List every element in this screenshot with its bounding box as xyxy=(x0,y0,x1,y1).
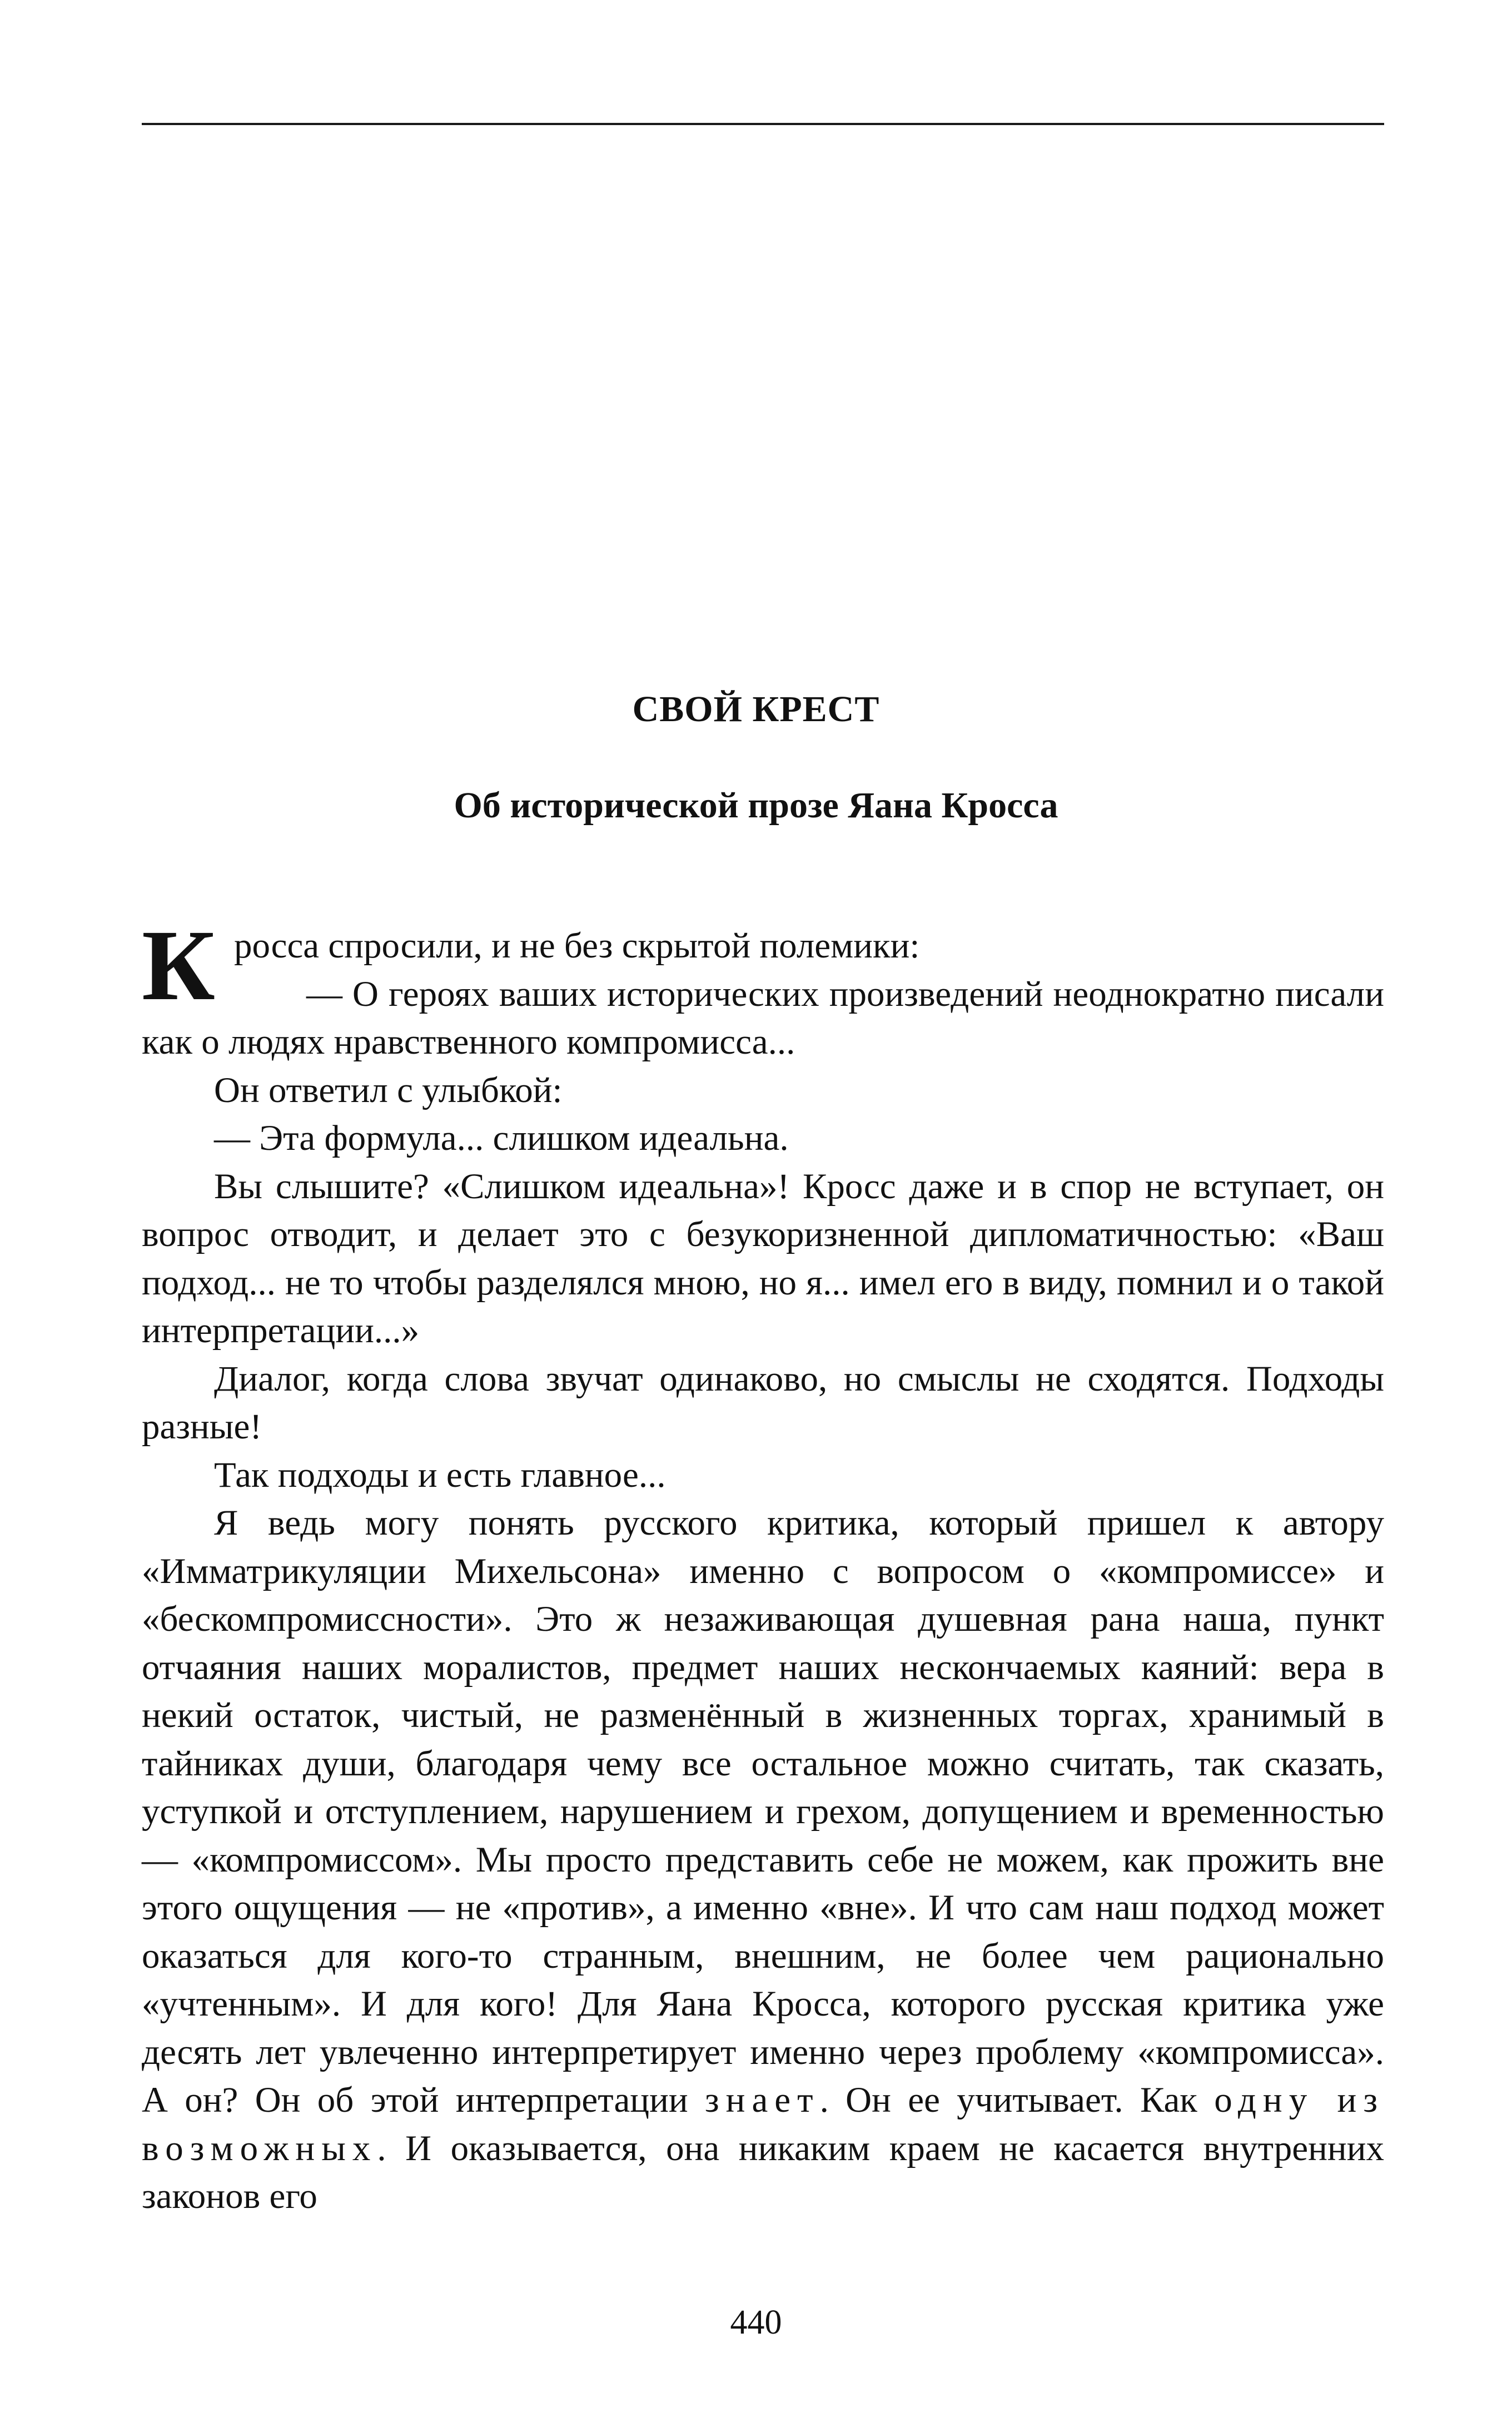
paragraph-1-text: россa спросили, и не без скрытой полемики: xyxy=(233,926,920,966)
drop-cap: К xyxy=(142,910,215,1021)
paragraph-2: — О героях ваших исторических произведений неоднократно писали как о людях нравственного компромисса... xyxy=(142,974,1384,1062)
paragraph-8 xyxy=(142,1499,1384,2221)
body-text xyxy=(142,910,1384,2221)
paragraph-8-text-2: . Он ее учитывает. Как xyxy=(819,2080,1215,2120)
paragraph-8-text: Я ведь могу понять русского критика, который пришел к автору «Имматрикуляции Михельсона» именно с вопросом о «компромиссе» и «бескомпромиссности». Это ж незаживающая душевная рана наша, пункт отчаяния наших моралистов, предмет наших нескончаемых каяний: вера в некий остаток, чистый, не разменённый в жизненных торгах, хранимый в тайниках души, благодаря чему все остальное можно считать, так сказать, уступкой и отступлением, нарушением и грехом, допущением и временностью — «компромиссом». Мы просто представить себе не можем, как прожить вне этого ощущения — не «против», а именно «вне». И что сам наш подход может оказаться для кого-то странным, внешним, не более чем рационально «учтенным». И для кого! Для Яана Кросса, которого русская критика уже десять лет увлеченно интерпретирует именно через проблему «компромисса». А он? Он об этой интерпретации xyxy=(142,1503,1384,2120)
paragraph-6: Диалог, когда слова звучат одинаково, но смыслы не сходятся. Подходы разные! xyxy=(142,1358,1384,1447)
emphasis-znaet: знает xyxy=(705,2080,820,2120)
page-number: 440 xyxy=(730,2304,782,2341)
emphasis-odnu-iz-vozmozhnyh: одну из возможных xyxy=(142,2080,1384,2168)
paragraph-8-text-3: . И оказывается, она никаким краем не касается внутренних законов его xyxy=(142,2128,1384,2216)
top-rule xyxy=(142,123,1384,125)
paragraph-5: Вы слышите? «Слишком идеальна»! Кросс даже и в спор не вступает, он вопрос отводит, и делает это с безукоризненной дипломатичностью: «Ваш подход... не то чтобы разделялся мною, но я... имел его в виду, помнил и о такой интерпретации...» xyxy=(142,1166,1384,1351)
chapter-subtitle: Об исторической прозе Яана Кросса xyxy=(454,785,1058,826)
paragraph-3: Он ответил с улыбкой: xyxy=(214,1070,563,1110)
chapter-title: СВОЙ КРЕСТ xyxy=(632,689,880,729)
paragraph-7: Так подходы и есть главное... xyxy=(214,1455,666,1495)
paragraph-4: — Эта формула... слишком идеальна. xyxy=(214,1118,789,1158)
